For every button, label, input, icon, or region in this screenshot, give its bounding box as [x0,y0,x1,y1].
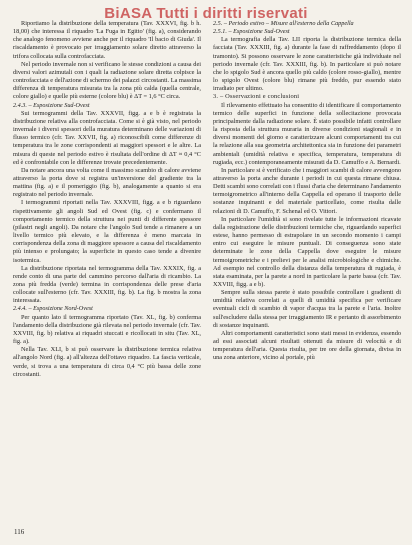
paragraph: In particolare l'umidità si sono rivelate tutte le informazioni ricavate dalla registrazione delle distribuzioni termiche che, riguardando superfici estese, hanno permesso di estrapolare in un secondo momento i campi entro cui eseguire le misure puntuali. Di conseguenza sono state determinate le zone della Cappella dove eseguire le misure termoigrometriche e i prelievi per le analisi microbiologiche e chimiche. Ad esempio nel controllo della distanza della temperatura di rugiada, è stata esaminata, per la parete a nord in particolare la parte bassa (cfr. Tav. XXVIII, figg. a e b). [213,215,401,288]
paragraph: Nel periodo invernale non si verificano le stesse condizioni a causa dei diversi valori azimutali con i quali la radiazione solare diretta colpisce la controfacciata e dell'azione di schermo dei palazzi circostanti. La massima differenza di temperatura misurata tra la zona più calda (quella centrale, colore giallo) e quelle più esterne (colore blu) è ΔT = 1,6 °C circa. [13,60,201,101]
paragraph: La termografia della Tav. LII riporta la distribuzione termica della facciata (Tav. XXXIII, fig. a) durante la fase di raffreddamento (dopo il tramonto). Si possono osservare le zone caratteristiche già individuate nel periodo invernale (cfr. Tav. XXXIII, fig. b). In particolare si può notare che lo spigolo Sud è ancora quello più caldo (colore rosso-giallo), mentre lo spigolo Ovest (colore blu) rimane più freddo, pur essendo stato irradiato per ultimo. [213,36,401,93]
right-column [213,20,401,538]
document-page [13,20,401,538]
paragraph: I termogrammi riportati nella Tav. XXXVIII, figg. a e b riguardano rispettivamente gli angoli Sud ed Ovest (fig. c) e confermano il comportamento termico della struttura nei punti di differente spessore (pilastri negli angoli). Da notare che l'angolo Sud tende a rimanere a un livello termico più elevato, e la differenza è meno marcata in corrispondenza della zona di maggiore spessore a causa del riscaldamento più intenso e prolungato; la superficie in questo caso tende a divenire isotermica. [13,199,201,264]
chapter-heading: 3. – Osservazioni e conclusioni [213,93,300,101]
paragraph: Nella Tav. XLI, b si può osservare la distribuzione termica relativa all'angolo Nord (fig. a) all'altezza dell'ottavo riquadro. La fascia verticale, verde, si trova a una temperatura di circa 0,4 °C più bassa delle zone circostanti. [13,346,201,378]
section-heading: 2.4.3. – Esposizione Sud-Ovest [13,101,90,109]
paragraph: La distribuzione riportata nel termogramma della Tav. XXXIX, fig. a rende conto di una parte del cammino percorso dall'aria di ricambio. La zona più fredda (verde) termina in corrispondenza delle prese d'aria collocate sull'esterno (cfr. Tav. XXXIII, fig. b). La fig. b mostra la zona interessata. [13,264,201,305]
left-column [13,20,201,538]
page-number: 116 [14,528,25,536]
paragraph: Riportiamo la distribuzione della temperatura (Tav. XXXVI, fig. b h. 18,00) che interessa il riquadro 'La Fuga in Egitto' (fig. a), considerando che analogo fenomeno avviene anche per il riquadro 'Il bacio di Giuda'. Il riscaldamento è provocato per irraggiamento solare diretto attraverso la trifora collocata sulla controfacciata. [13,20,201,60]
paragraph: Sempre sulla stessa parete è stato possibile controllare i gradienti di umidità relativa correlati a quelli di umidità specifica per verificare eventuali cicli di scambio di vapor d'acqua tra la parete e l'aria. Inoltre sull'escludere dalla stessa per irraggiamento IR e pertanto di assorbimento di sostanze inquinanti. [213,289,401,329]
section-heading: 2.5.1. – Esposizione Sud-Ovest [213,28,290,36]
paragraph: Per quanto lato il termogramma riportato (Tav. XL, fig. b) conferma l'andamento della distribuzione già rilevata nel periodo invernale (cfr. Tav. XXVIII, fig. b) relativa ai riquadri stuccati e ricollocati in situ (Tav. XL, fig. a). [13,313,201,346]
paragraph: Sui termogrammi della Tav. XXXVII, figg. a e b è registrata la distribuzione relativa alla controfacciata. Come si è già visto, nel periodo invernale i diversi spessori della muratura determinano delle variazioni di flusso termico (cfr. Tav. XXVII, fig. a) riconoscibili come differenze di temperatura tra le zone corrispondenti ai maggiori spessori e le altre. La misura di queste nel periodo estivo è risultata dell'ordine di ΔT ≈ 0,4 °C ed è confrontabile con le differenze trovate precedentemente. [13,109,201,166]
paragraph: Altri comportamenti caratteristici sono stati messi in evidenza, essendo ad essi associati alcuni risultati ottenuti da misure di velocità e di temperatura dell'aria. Questa risulta, per tre ore della giornata, divisa in una zona anteriore, vicino al portale, più [213,329,401,362]
paragraph: Il rilevamento effettuato ha consentito di identificare il comportamento termico delle superfici in funzione della sollecitazione provocata principalmente dalla radiazione solare. È stato possibile infatti controllare la risposta della struttura muraria in diverse condizioni stagionali e in diversi momenti del giorno e caratterizzare alcuni comportamenti tra cui la relazione alla sua geometria architettonica sia in funzione dei parametri ambientali (umidità relativa e specifica, temperatura, temperatura di rugiada, ecc.) contemporaneamente misurati da D. Camuffo e A. Bernardi. [213,101,401,166]
section-heading: 2.4.4. – Esposizione Nord-Ovest [13,305,93,313]
paragraph: Da notare ancora una volta come il massimo scambio di calore avviene attraverso la porta dove si registra un'inversione del gradiente tra la mattina (fig. a) e il pomeriggio (fig. b), analogamente a quanto si era registrato nel periodo invernale. [13,166,201,199]
watermark-text: BiASA Tutti i diritti riservati [104,5,308,22]
running-head: 2.5. – Periodo estivo – Misure all'esterno della Cappella [213,20,354,27]
paragraph: In particolare si è verificato che i maggiori scambi di calore avvengono attraverso la porta anche durante i periodi in cui questa rimane chiusa. Detti scambi sono correlati con i flussi d'aria che determinano l'andamento termoigrometrico all'interno della Cappella ed operano il trasporto delle sostanze inquinanti e del materiale particellato, come risulta dalle relazioni di D. Camuffo, F. Schenal ed O. Vittori. [213,166,401,215]
